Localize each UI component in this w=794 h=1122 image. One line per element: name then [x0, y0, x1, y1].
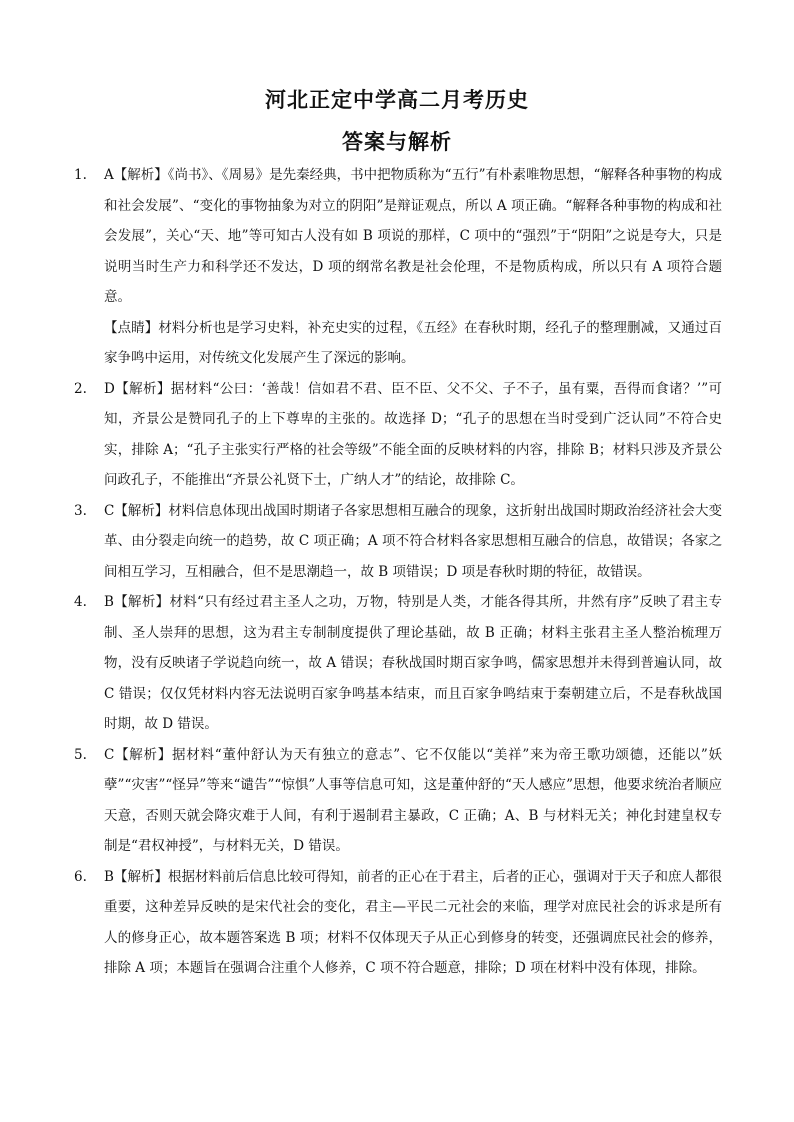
document-subtitle: 答案与解析	[342, 129, 452, 154]
document-title: 河北正定中学高二月考历史	[265, 87, 529, 112]
answer-item	[0, 740, 794, 862]
item-number: 4.	[74, 594, 87, 610]
item-explanation: B【解析】材料“只有经过君主圣人之功，万物，特别是人类，才能各得其所，井然有序”反映了君主专制、圣人崇拜的思想，这为君主专制制度提供了理论基础，故 B 正确；材料主张君主圣人整治梳理万物，没有反映诸子学说趋向统一，故 A 错误；春秋战国时期百家争鸣，儒家思想并未得到普遍认同，故 C 错误；仅仅凭材料内容无法说明百家争鸣基本结束，而且百家争鸣结束于秦朝建立后，不是春秋战国时期，故 D 错误。	[104, 594, 722, 732]
item-explanation: D【解析】据材料“公曰：‘善哉！信如君不君、臣不臣、父不父、子不子，虽有粟，吾得而食诸？’”可知，齐景公是赞同孔子的上下尊卑的主张的。故选择 D；“孔子的思想在当时受到广泛认同”不符合史实，排除 A；“孔子主张实行严格的社会等级”不能全面的反映材料的内容，排除 B；材料只涉及齐景公问政孔子，不能推出“齐景公礼贤下士，广纳人才”的结论，故排除 C。	[104, 380, 722, 488]
answer-item	[0, 587, 794, 740]
answer-list	[0, 160, 794, 984]
item-number: 5.	[74, 746, 87, 763]
item-number: 1.	[74, 167, 87, 183]
answer-item	[0, 160, 794, 374]
item-explanation: C【解析】材料信息体现出战国时期诸子各家思想相互融合的现象，这折射出战国时期政治经济社会大变革、由分裂走向统一的趋势，故 C 项正确；A 项不符合材料各家思想相互融合的信息，故错误；各家之间相互学习，互相融合，但不是思潮趋一，故 B 项错误；D 项是春秋时期的特征，故错误。	[104, 502, 722, 580]
item-number: 2.	[74, 380, 87, 397]
item-note: 【点睛】材料分析也是学习史料，补充史实的过程，《五经》在春秋时期，经孔子的整理删减，又通过百家争鸣中运用，对传统文化发展产生了深远的影响。	[104, 319, 722, 366]
item-number: 3.	[74, 502, 87, 519]
item-number: 6.	[74, 868, 87, 885]
answer-item	[0, 496, 794, 588]
answer-item	[0, 862, 794, 984]
answer-item	[0, 374, 794, 496]
item-explanation: A【解析】《尚书》、《周易》是先秦经典，书中把物质称为“五行”有朴素唯物思想，“解释各种事物的构成和社会发展”、“变化的事物抽象为对立的阴阳”是辩证观点，所以 A 项正确。“解释各种事物的构成和社会发展”，关心“天、地”等可知古人没有如 B 项说的那样，C 项中的“强烈”于“阴阳”之说是夸大，只是说明当时生产力和科学还不发达，D 项的纲常名教是社会伦理，不是物质构成，所以只有 A 项符合题意。	[104, 167, 722, 305]
item-explanation: C【解析】据材料“董仲舒认为天有独立的意志”、它不仅能以“美祥”来为帝王歌功颂德，还能以”妖孽”“灾害”“怪异”等来“谴告”“惊惧”人事等信息可知，这是董仲舒的“天人感应”思想，他要求统治者顺应天意，否则天就会降灾难于人间，有利于遏制君主暴政，C 正确；A、B 与材料无关；神化封建皇权专制是“君权神授”，与材料无关，D 错误。	[104, 746, 722, 854]
item-explanation: B【解析】根据材料前后信息比较可得知，前者的正心在于君主，后者的正心，强调对于天子和庶人都很重要，这种差异反映的是宋代社会的变化，君主—平民二元社会的来临，理学对庶民社会的诉求是所有人的修身正心，故本题答案选 B 项；材料不仅体现天子从正心到修身的转变，还强调庶民社会的修养，排除 A 项；本题旨在强调合注重个人修养，C 项不符合题意，排除；D 项在材料中没有体现，排除。	[104, 868, 722, 976]
